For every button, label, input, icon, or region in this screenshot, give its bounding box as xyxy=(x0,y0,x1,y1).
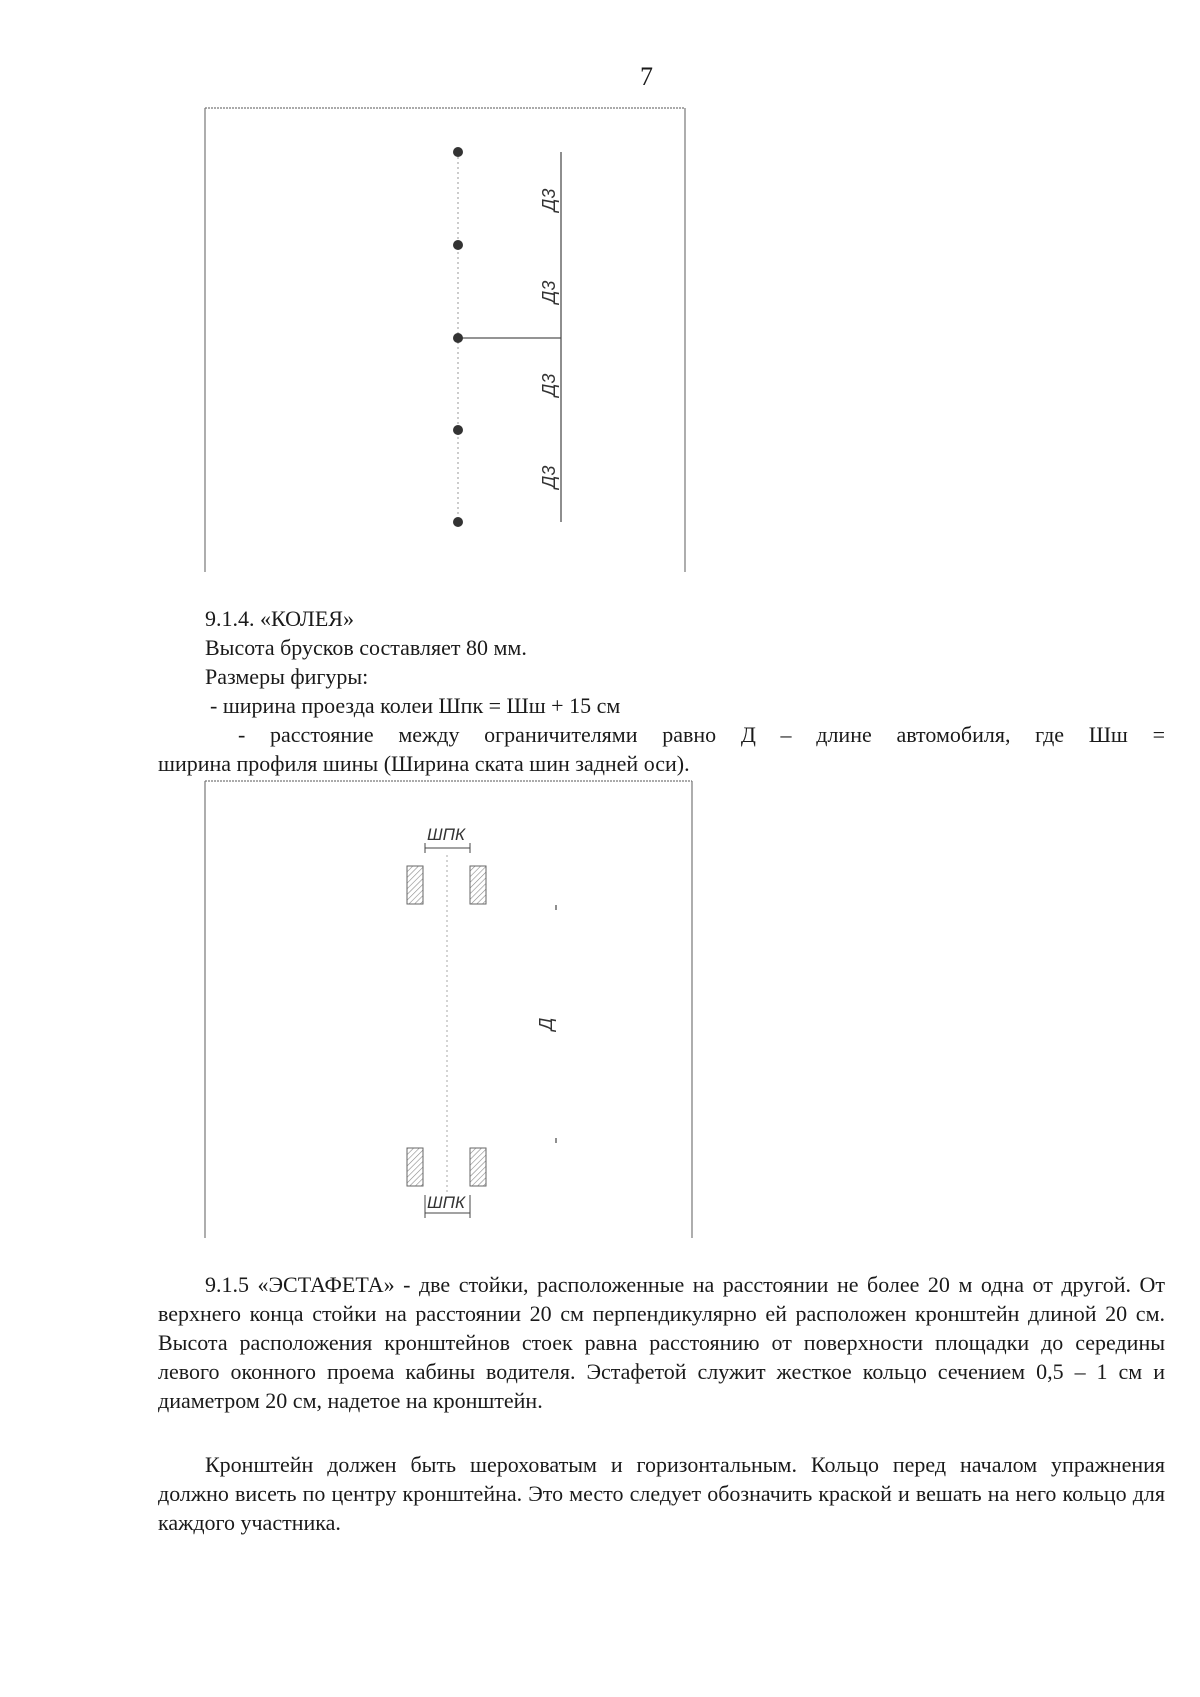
track-width-label-top: ШПК xyxy=(427,825,465,844)
dimension-label: Д3 xyxy=(539,188,559,212)
track-width-label-bottom: ШПК xyxy=(427,1193,465,1212)
dimension-label: Д3 xyxy=(539,373,559,397)
bracket-paragraph: Кронштейн должен быть шероховатым и горизонтальным. Кольцо перед началом упражнения должно висеть по центру кронштейна. Это место следует обозначить краской и вешать на него кольцо для каждого участника. xyxy=(158,1452,1165,1535)
distance-text: - расстояние между ограничителями равно Д – длине автомобиля, где Шш = xyxy=(238,722,1165,747)
figure-sizes-text: Размеры фигуры: xyxy=(205,664,369,689)
section-heading-kolea: 9.1.4. «КОЛЕЯ» xyxy=(205,606,354,631)
dimension-label: Д3 xyxy=(539,465,559,489)
profile-width-text: ширина профиля шины (Ширина ската шин задней оси). xyxy=(158,751,690,776)
bar-height-text: Высота брусков составляет 80 мм. xyxy=(205,635,527,660)
bar-block xyxy=(407,1148,423,1186)
page-number: 7 xyxy=(640,62,653,91)
bar-block xyxy=(407,866,423,904)
bar-block xyxy=(470,1148,486,1186)
bar-block xyxy=(470,866,486,904)
track-width-text: - ширина проезда колеи Шпк = Шш + 15 см xyxy=(210,693,621,718)
estafeta-paragraph: 9.1.5 «ЭСТАФЕТА» - две стойки, расположенные на расстоянии не более 20 м одна от другой. От верхнего конца стойки на расстоянии 20 см перпендикулярно ей расположен кронштейн длиной 20 см. Высота расположения кронштейнов стоек равна расстоянию от поверхности площадки до середины левого оконного проема кабины водителя. Эстафетой служит жесткое кольцо сечением 0,5 – 1 см и диаметром 20 см, надетое на кронштейн. xyxy=(158,1272,1165,1413)
dimension-label: Д3 xyxy=(539,280,559,304)
length-label: Д xyxy=(536,1017,556,1031)
